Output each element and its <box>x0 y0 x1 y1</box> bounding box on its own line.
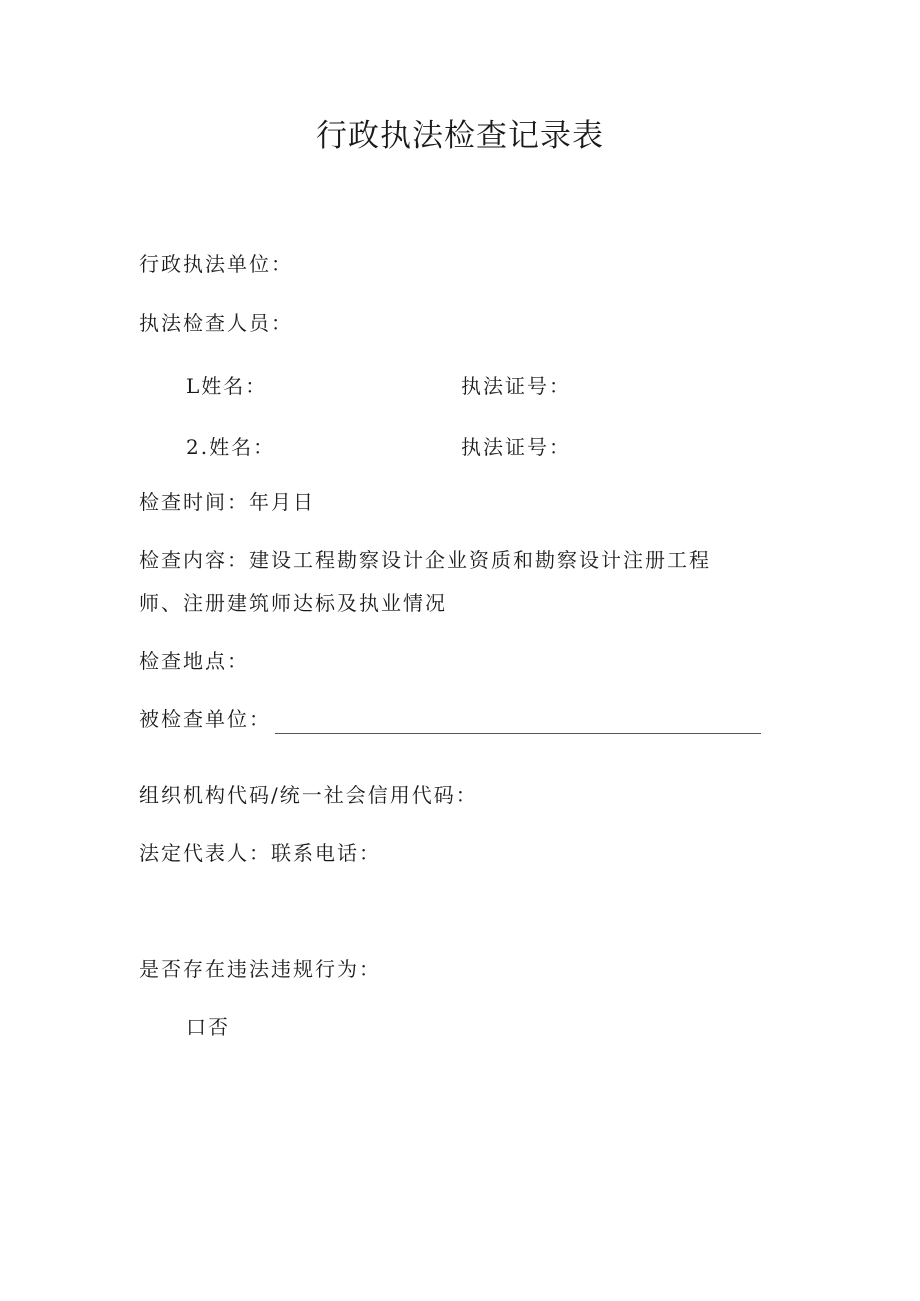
enforcement-unit-label: 行政执法单位： <box>139 252 293 276</box>
inspection-content-line-2: 师、注册建筑师达标及执业情况 <box>139 591 447 615</box>
inspectors-label: 执法检查人员： <box>139 311 293 335</box>
inspected-unit-label: 被检查单位： <box>139 707 271 731</box>
document-title: 行政执法检查记录表 <box>316 118 604 154</box>
inspector-2-cert-label: 执法证号： <box>461 435 571 459</box>
violation-question: 是否存在违法违规行为： <box>139 957 381 981</box>
legal-representative-label: 法定代表人：联系电话： <box>139 841 381 865</box>
inspector-2-name-label: 2.姓名： <box>186 435 276 459</box>
inspected-unit-blank-line[interactable] <box>275 711 761 734</box>
inspector-1-cert-label: 执法证号： <box>461 374 571 398</box>
inspection-location-label: 检查地点： <box>139 649 249 673</box>
inspection-time-label: 检查时间：年月日 <box>139 490 315 514</box>
inspection-content-line-1: 检查内容：建设工程勘察设计企业资质和勘察设计注册工程 <box>139 548 711 572</box>
org-code-label: 组织机构代码/统一社会信用代码： <box>139 783 478 807</box>
violation-option-no[interactable]: 口否 <box>186 1015 230 1039</box>
inspected-unit-row <box>139 704 761 734</box>
inspector-1-name-label: L姓名： <box>186 374 268 398</box>
